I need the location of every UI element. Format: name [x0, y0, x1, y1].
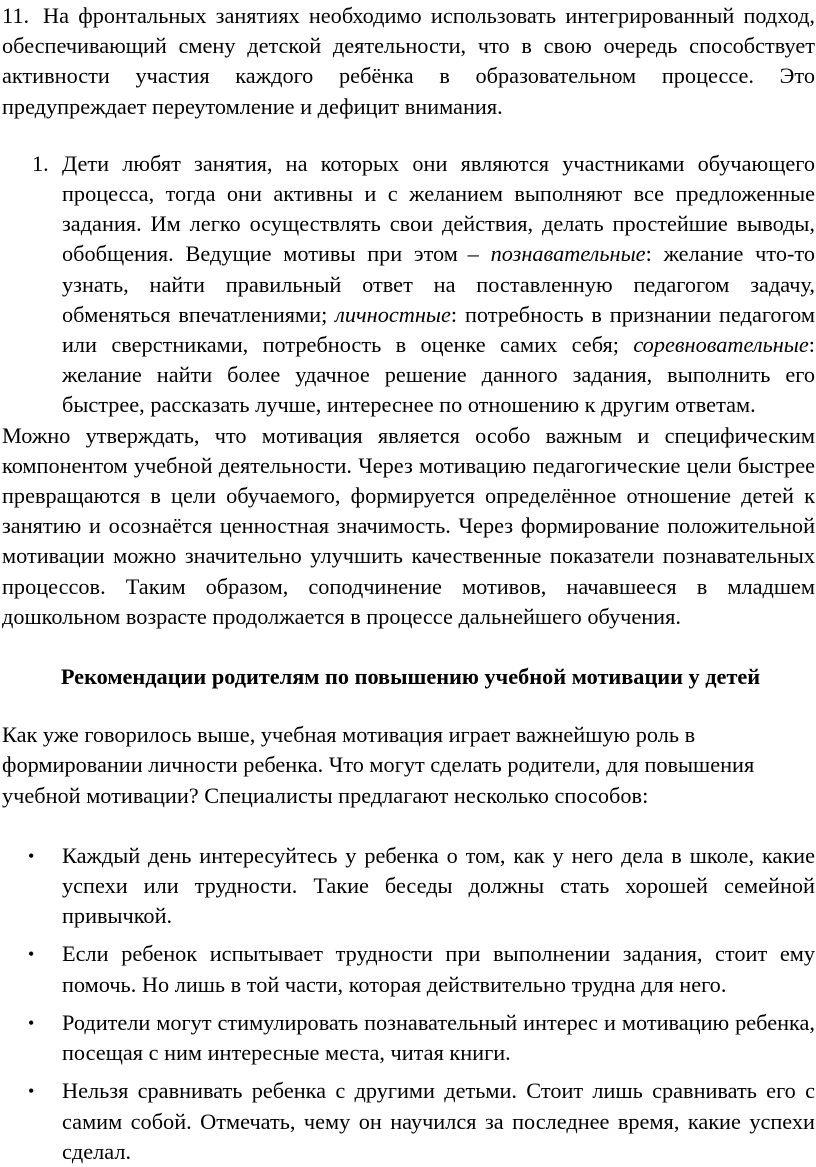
bullet-icon: • [28, 1012, 35, 1033]
bullet-icon: • [28, 944, 35, 965]
list-item [2, 841, 815, 932]
bullet-icon: • [28, 845, 35, 866]
item-number-1: 1. [32, 150, 49, 176]
list-item-text: Каждый день интересуйтесь у ребенка о том, как у него дела в школе, какие успехи или трудности. Такие беседы должны стать хорошей семейной привычкой. [62, 842, 815, 929]
list-item [2, 1076, 815, 1167]
item-1-lead: Дети любят занятия, на которых они являются участниками обучающего процесса, тогда они активны и с желанием выполняют все предложенные задания. Им легко осуществлять свои действия, делать простейшие выводы, обобщения. Ведущие мотивы при этом [62, 150, 815, 267]
motive-competitive-text: : желание найти более удачное решение данного задания, выполнить его быстрее, рассказать лучше, интереснее по отношению к другим ответам. [62, 332, 815, 418]
item-1-dash: – [467, 241, 479, 267]
paragraph-motivation: Можно утверждать, что мотивация является особо важным и специфическим компонентом учебной деятельности. Через мотивацию педагогические цели быстрее превращаются в цели обучаемого, формируется определённое отношение детей к занятию и осознаётся ценностная значимость. Через формирование положительной мотивации можно значительно улучшить качественные показатели познавательных процессов. Таким образом, соподчинение мотивов, начавшееся в младшем дошкольном возрасте продолжается в процессе дальнейшего обучения. [2, 422, 815, 629]
paragraph-intro: Как уже говорилось выше, учебная мотивация играет важнейшую роль в формировании личности ребенка. Что могут сделать родители, для повышения учебной мотивации? Специалисты предлагают несколько способов: [2, 722, 755, 808]
list-item [2, 1008, 815, 1068]
item-1-text [62, 149, 815, 421]
bullet-icon: • [28, 1081, 35, 1102]
recommendations-list [2, 841, 815, 1167]
paragraph-item-11 [2, 1, 815, 122]
list-item-text: Нельзя сравнивать ребенка с другими детьми. Стоит лишь сравнивать его с самим собой. Отмечать, чему он научился за последнее время, какие успехи сделал. [62, 1078, 815, 1164]
motive-cognitive-text: : желание что-то узнать, найти правильный ответ на поставленную педагогом задачу, обменяться впечатлениями; [62, 241, 815, 327]
motive-cognitive-label: познавательные [490, 241, 646, 267]
item-number-11: 11. [2, 3, 30, 28]
list-item [2, 939, 815, 999]
numbered-item-1 [2, 149, 815, 421]
item-11-text: На фронтальных занятиях необходимо использовать интегрированный подход, обеспечивающий смену детской деятельности, что в свою очередь способствует активности участия каждого ребёнка в образовательном процессе. Это предупреждает переутомление и дефицит внимания. [2, 3, 815, 119]
list-item-text: Родители могут стимулировать познавательный интерес и мотивацию ребенка, посещая с ним интересные места, читая книги. [62, 1009, 815, 1066]
list-item-text: Если ребенок испытывает трудности при выполнении задания, стоит ему помочь. Но лишь в той части, которая действительно трудна для него. [62, 941, 815, 997]
motive-personal-label: личностные [335, 301, 451, 327]
motive-personal-text: : потребность в признании педагогом или сверстниками, потребность в оценке самих себя; [62, 301, 815, 358]
section-heading: Рекомендации родителям по повышению учебной мотивации у детей [60, 664, 761, 690]
motive-competitive-label: соревновательные [633, 332, 809, 358]
